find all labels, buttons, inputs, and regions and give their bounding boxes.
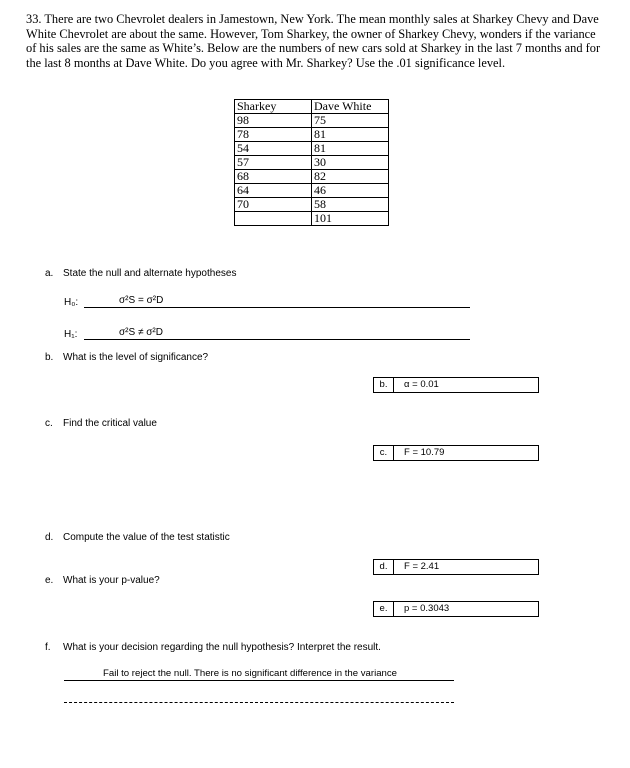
table-row (235, 114, 389, 128)
problem-statement: 33. There are two Chevrolet dealers in Jamestown, New York. The mean monthly sales at Sharkey Chevy and Dave White Chevrolet are about the same. However, Tom Sharkey, the owner of Sharkey Chevy, wonders if the variance of his sales are the same as White’s. Below are the numbers of new cars sold at Sharkey in the last 7 months and for the last 8 months at Dave White. Do you agree with Mr. Sharkey? Use the .01 significance level. (26, 12, 601, 70)
table-cell: 81 (312, 128, 389, 142)
question-d-label: d. (45, 532, 54, 543)
table-row (235, 142, 389, 156)
table-cell: 81 (312, 142, 389, 156)
question-b (45, 352, 208, 363)
table-row (235, 156, 389, 170)
table-row (235, 170, 389, 184)
table-cell: 78 (235, 128, 312, 142)
table-cell: 30 (312, 156, 389, 170)
question-a (45, 268, 236, 279)
table-row (235, 128, 389, 142)
question-a-text: State the null and alternate hypotheses (63, 268, 237, 279)
table-header-row (235, 100, 389, 114)
answer-f-text: Fail to reject the null. There is no significant difference in the variance (103, 668, 398, 679)
table-cell: 82 (312, 170, 389, 184)
answer-box-c (373, 445, 539, 461)
table-cell: 75 (312, 114, 389, 128)
question-c-text: Find the critical value (63, 418, 157, 429)
table-row (235, 212, 389, 226)
answer-e-value: p = 0.3043 (404, 603, 450, 614)
table-cell: 68 (235, 170, 312, 184)
answer-box-e (373, 601, 539, 617)
table-cell: 46 (312, 184, 389, 198)
answer-b-tag: b. (374, 378, 394, 392)
null-hypothesis-line (84, 307, 470, 308)
table-row (235, 198, 389, 212)
null-hypothesis-text: σ²S = σ²D (119, 295, 164, 306)
question-f-label: f. (45, 642, 51, 653)
table-cell: 98 (235, 114, 312, 128)
question-c (45, 418, 157, 429)
table-cell: 64 (235, 184, 312, 198)
answer-f-line-1 (64, 680, 454, 681)
table-cell (235, 212, 312, 226)
question-b-label: b. (45, 352, 54, 363)
table-row (235, 184, 389, 198)
answer-e-tag: e. (374, 602, 394, 616)
question-e (45, 575, 160, 586)
question-f (45, 642, 381, 653)
question-d-text: Compute the value of the test statistic (63, 532, 230, 543)
answer-d-value: F = 2.41 (404, 561, 440, 572)
alt-hypothesis-label: H₁: (64, 329, 78, 340)
question-a-label: a. (45, 268, 54, 279)
answer-b-value: α = 0.01 (404, 379, 439, 390)
alt-hypothesis-line (84, 339, 470, 340)
answer-c-value: F = 10.79 (404, 447, 445, 458)
table-cell: 57 (235, 156, 312, 170)
table-cell: 70 (235, 198, 312, 212)
question-d (45, 532, 230, 543)
answer-f-line-2 (64, 702, 454, 703)
alt-hypothesis-text: σ²S ≠ σ²D (119, 327, 163, 338)
question-b-text: What is the level of significance? (63, 352, 209, 363)
header-sharkey: Sharkey (235, 100, 312, 114)
question-e-text: What is your p-value? (63, 575, 160, 586)
table-cell: 101 (312, 212, 389, 226)
answer-box-b (373, 377, 539, 393)
question-c-label: c. (45, 418, 53, 429)
answer-c-tag: c. (374, 446, 394, 460)
answer-d-tag: d. (374, 560, 394, 574)
header-dave-white: Dave White (312, 100, 389, 114)
table-cell: 54 (235, 142, 312, 156)
table-cell: 58 (312, 198, 389, 212)
answer-box-d (373, 559, 539, 575)
sales-table (234, 99, 389, 226)
question-f-text: What is your decision regarding the null hypothesis? Interpret the result. (63, 642, 381, 653)
null-hypothesis-label: H₀: (64, 297, 79, 308)
question-e-label: e. (45, 575, 54, 586)
